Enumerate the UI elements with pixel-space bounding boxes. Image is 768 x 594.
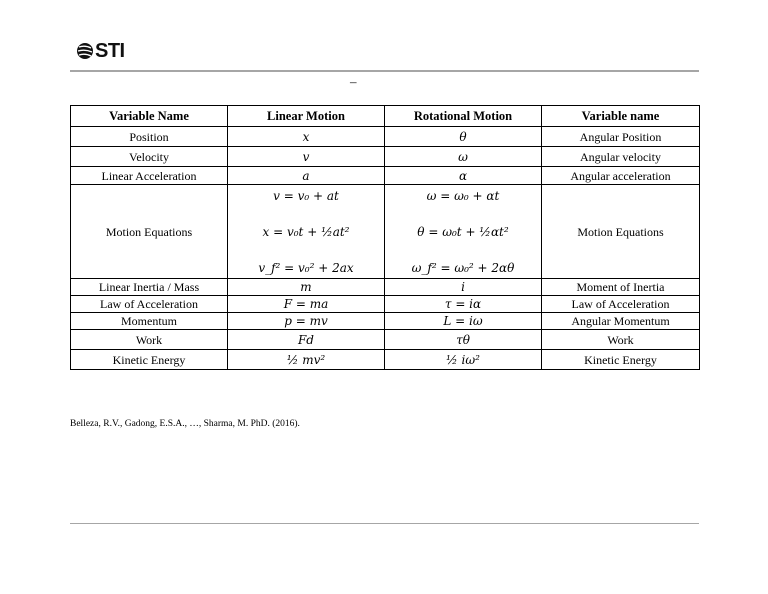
table-row [71, 167, 700, 185]
cell: v [228, 147, 385, 167]
cell: Velocity [71, 147, 228, 167]
cell: Motion Equations [542, 185, 700, 279]
table-row [71, 296, 700, 313]
cell: Angular Position [542, 127, 700, 147]
cell: Work [542, 330, 700, 350]
table-row [71, 147, 700, 167]
cell: Position [71, 127, 228, 147]
cell: i [385, 279, 542, 296]
footer-rule [70, 523, 699, 524]
cell: m [228, 279, 385, 296]
table-row-motion-equations [71, 185, 700, 279]
equation: v = v₀ + at [273, 188, 339, 203]
col-header: Linear Motion [228, 106, 385, 127]
cell: ½ mv² [228, 350, 385, 370]
cell: ω [385, 147, 542, 167]
table-row [71, 330, 700, 350]
table-row [71, 350, 700, 370]
cell: ½ iω² [385, 350, 542, 370]
equation: θ = ω₀t + ½αt² [417, 224, 509, 239]
header-dash: – [350, 74, 357, 89]
cell: Momentum [71, 313, 228, 330]
cell: x [228, 127, 385, 147]
header-rule [70, 70, 699, 72]
globe-icon [76, 42, 94, 60]
col-header: Variable name [542, 106, 700, 127]
table-header-row [71, 106, 700, 127]
cell: θ [385, 127, 542, 147]
cell: Kinetic Energy [71, 350, 228, 370]
cell: a [228, 167, 385, 185]
equation: ω_f² = ω₀² + 2αθ [411, 260, 515, 275]
cell: Law of Acceleration [542, 296, 700, 313]
cell: α [385, 167, 542, 185]
table-row [71, 127, 700, 147]
cell: p = mv [228, 313, 385, 330]
equation: v_f² = v₀² + 2ax [258, 260, 354, 275]
table-row [71, 313, 700, 330]
cell: Angular Momentum [542, 313, 700, 330]
cell: L = iω [385, 313, 542, 330]
cell: Kinetic Energy [542, 350, 700, 370]
cell: Linear Inertia / Mass [71, 279, 228, 296]
cell: Law of Acceleration [71, 296, 228, 313]
citation: Belleza, R.V., Gadong, E.S.A., …, Sharma, M. PhD. (2016). [70, 419, 300, 429]
equation: x = v₀t + ½at² [262, 224, 350, 239]
cell: Moment of Inertia [542, 279, 700, 296]
cell: Angular velocity [542, 147, 700, 167]
cell: F = ma [228, 296, 385, 313]
logo-text: STI [95, 39, 125, 62]
sti-logo [76, 38, 125, 64]
cell: τθ [385, 330, 542, 350]
col-header: Rotational Motion [385, 106, 542, 127]
rotational-equations-cell [385, 185, 542, 279]
linear-equations-cell [228, 185, 385, 279]
cell: τ = iα [385, 296, 542, 313]
table-row [71, 279, 700, 296]
motion-comparison-table [70, 105, 700, 370]
cell: Fd [228, 330, 385, 350]
col-header: Variable Name [71, 106, 228, 127]
cell: Motion Equations [71, 185, 228, 279]
equation: ω = ω₀ + αt [426, 188, 500, 203]
cell: Linear Acceleration [71, 167, 228, 185]
cell: Angular acceleration [542, 167, 700, 185]
cell: Work [71, 330, 228, 350]
